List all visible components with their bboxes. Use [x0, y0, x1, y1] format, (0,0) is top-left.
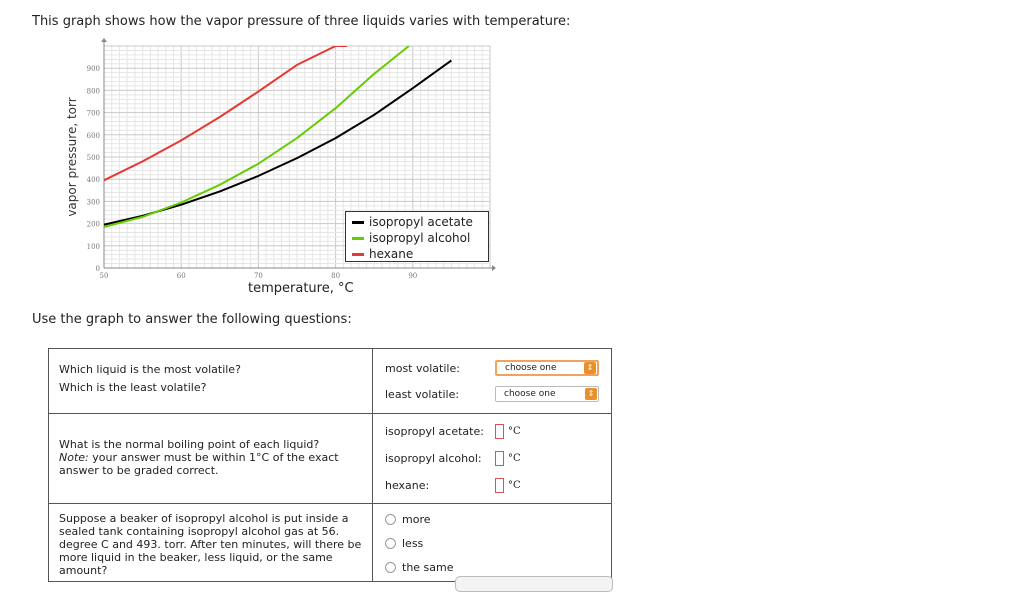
y-tick-label: 800	[86, 87, 100, 96]
chevron-updown-icon: ⇕	[584, 362, 596, 374]
most-volatile-select[interactable]: choose one ⇕	[495, 360, 599, 376]
legend-item-acetate: isopropyl acetate	[352, 214, 488, 230]
unit-label: °C	[508, 426, 521, 437]
acetate-bp-input[interactable]	[495, 424, 504, 439]
hexane-bp-input[interactable]	[495, 478, 504, 493]
x-tick-label: 50	[99, 272, 109, 280]
y-tick-label: 700	[86, 109, 100, 118]
x-axis-label: temperature, °C	[248, 281, 354, 296]
x-tick-label: 60	[176, 272, 186, 280]
question-row-equilibrium	[49, 504, 612, 582]
questions-table	[48, 348, 612, 582]
chevron-updown-icon: ⇕	[585, 388, 597, 400]
x-tick-label: 90	[408, 272, 418, 280]
radio-same[interactable]	[385, 562, 396, 573]
legend-item-alcohol: isopropyl alcohol	[352, 230, 488, 246]
y-tick-label: 500	[86, 154, 100, 162]
y-tick-label: 200	[86, 220, 100, 229]
alcohol-bp-input[interactable]	[495, 451, 504, 466]
most-volatile-label: most volatile:	[385, 361, 460, 375]
y-tick-label: 100	[86, 242, 100, 251]
question-row-boiling-point	[49, 414, 612, 504]
unit-label: °C	[508, 453, 521, 464]
least-volatile-select[interactable]: choose one ⇕	[495, 386, 599, 402]
unit-label: °C	[508, 480, 521, 491]
question-equilibrium: Suppose a beaker of isopropyl alcohol is put inside a sealed tank containing isopropyl alcohol gas at 56. degree C and 493. torr. After ten minutes, will there be more liquid in the beaker, less liquid, or the same amount?	[49, 504, 373, 582]
option-less[interactable]: less	[385, 531, 599, 555]
y-tick-label: 400	[86, 176, 100, 185]
hexane-bp-label: hexane:	[385, 479, 430, 492]
x-tick-label: 80	[331, 272, 341, 280]
intro-text: This graph shows how the vapor pressure of three liquids varies with temperature:	[32, 14, 571, 29]
acetate-bp-label: isopropyl acetate:	[385, 425, 484, 438]
bottom-button-partial[interactable]	[455, 576, 613, 592]
least-volatile-label: least volatile:	[385, 387, 460, 401]
x-axis-arrow	[492, 265, 496, 271]
question-row-volatility	[49, 349, 612, 414]
question-volatility: Which liquid is the most volatile? Which is the least volatile?	[49, 349, 373, 414]
alcohol-bp-label: isopropyl alcohol:	[385, 452, 482, 465]
radio-more[interactable]	[385, 514, 396, 525]
y-axis-label: vapor pressure, torr	[65, 97, 79, 217]
y-tick-label: 300	[86, 198, 100, 207]
y-axis-arrow	[101, 38, 107, 42]
series-line-hexane	[104, 46, 347, 180]
question-boiling-point: What is the normal boiling point of each liquid? Note: your answer must be within 1°C of the exact answer to be graded correct.	[49, 414, 373, 504]
legend-item-hexane: hexane	[352, 246, 488, 262]
chart-legend	[345, 211, 489, 262]
radio-less[interactable]	[385, 538, 396, 549]
option-more[interactable]: more	[385, 507, 599, 531]
series-line-isopropyl-acetate	[104, 60, 451, 224]
option-same[interactable]: the same	[385, 555, 599, 579]
instructions-text: Use the graph to answer the following questions:	[32, 312, 352, 327]
y-tick-label: 0	[95, 265, 100, 273]
y-tick-label: 900	[86, 65, 100, 74]
y-tick-label: 600	[86, 131, 100, 140]
x-tick-label: 70	[253, 272, 263, 280]
